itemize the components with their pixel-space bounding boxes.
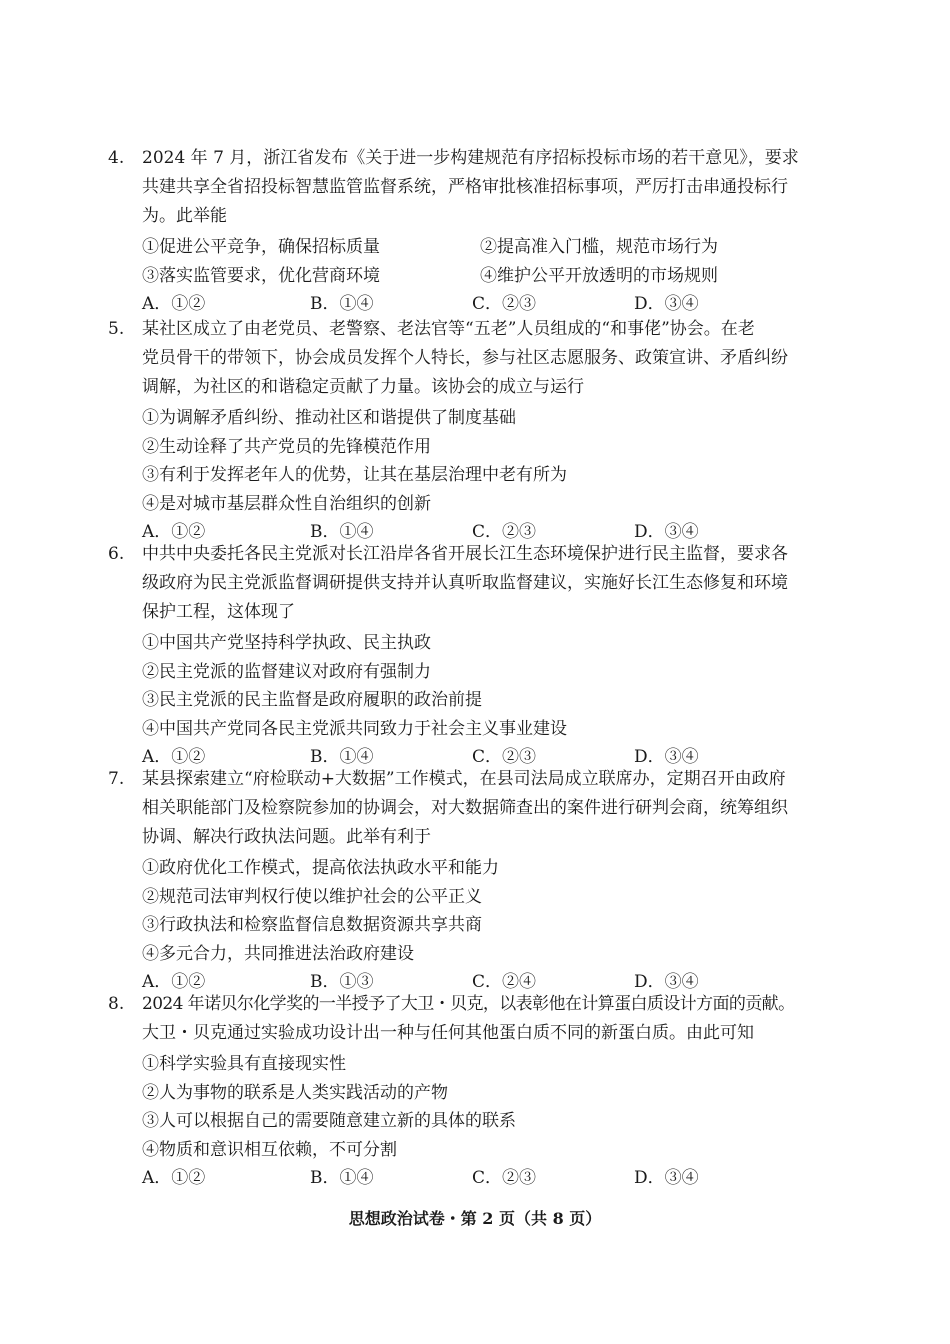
question-stem <box>108 315 828 402</box>
choice-b[interactable]: B．①④ <box>310 294 374 314</box>
choice-c[interactable]: C．②③ <box>472 522 537 542</box>
statement-option: ①科学实验具有直接现实性 <box>142 1054 346 1074</box>
stem-line: 保护工程，这体现了 <box>142 602 295 622</box>
statement-option: ④多元合力，共同推进法治政府建设 <box>142 943 414 964</box>
choice-c[interactable]: C．②③ <box>472 1168 537 1188</box>
question-6 <box>108 540 828 771</box>
statement-option: ②提高准入门槛，规范市场行为 <box>480 237 718 257</box>
statement-option: ④是对城市基层群众性自治组织的创新 <box>142 493 431 514</box>
question-number: 7. <box>108 769 125 789</box>
stem-line: 2024 年 7 月，浙江省发布《关于进一步构建规范有序招标投标市场的若干意见》，要求 <box>142 148 799 168</box>
choice-d[interactable]: D．③④ <box>634 747 699 767</box>
statement-option: ①促进公平竞争，确保招标质量 <box>142 237 380 257</box>
question-4 <box>108 144 828 318</box>
question-number: 4. <box>108 148 125 168</box>
choice-b[interactable]: B．①④ <box>310 522 374 542</box>
statement-options <box>108 854 828 968</box>
statement-options <box>108 629 828 743</box>
stem-line: 党员骨干的带领下，协会成员发挥个人特长，参与社区志愿服务、政策宣讲、矛盾纠纷 <box>142 348 788 368</box>
choice-a[interactable]: A．①② <box>142 972 206 992</box>
choice-b[interactable]: B．①④ <box>310 747 374 767</box>
choice-c[interactable]: C．②④ <box>472 972 537 992</box>
statement-option: ④物质和意识相互依赖，不可分割 <box>142 1139 397 1160</box>
answer-choices <box>108 1164 828 1192</box>
statement-option: ③人可以根据自己的需要随意建立新的具体的联系 <box>142 1111 516 1131</box>
choice-a[interactable]: A．①② <box>142 522 206 542</box>
stem-line: 调解，为社区的和谐稳定贡献了力量。该协会的成立与运行 <box>142 377 584 397</box>
question-stem <box>108 765 828 852</box>
statement-option: ②规范司法审判权行使以维护社会的公平正义 <box>142 886 482 907</box>
choice-a[interactable]: A．①② <box>142 294 206 314</box>
question-7 <box>108 765 828 996</box>
stem-line: 级政府为民主党派监督调研提供支持并认真听取监督建议，实施好长江生态修复和环境 <box>142 573 788 593</box>
stem-line: 2024 年诺贝尔化学奖的一半授予了大卫・贝克，以表彰他在计算蛋白质设计方面的贡献。 <box>142 994 795 1014</box>
choice-d[interactable]: D．③④ <box>634 294 699 314</box>
question-stem <box>108 990 828 1048</box>
choice-d[interactable]: D．③④ <box>634 1168 699 1188</box>
statement-option: ③行政执法和检察监督信息数据资源共享共商 <box>142 915 482 935</box>
statement-option: ①中国共产党坚持科学执政、民主执政 <box>142 633 431 653</box>
choice-b[interactable]: B．①④ <box>310 1168 374 1188</box>
choice-a[interactable]: A．①② <box>142 1168 206 1188</box>
statement-option: ①为调解矛盾纠纷、推动社区和谐提供了制度基础 <box>142 408 516 428</box>
stem-line: 中共中央委托各民主党派对长江沿岸各省开展长江生态环境保护进行民主监督，要求各 <box>142 544 788 564</box>
choice-b[interactable]: B．①③ <box>310 972 374 992</box>
statement-option: ②民主党派的监督建议对政府有强制力 <box>142 661 431 682</box>
question-number: 6. <box>108 544 125 564</box>
statement-option: ②生动诠释了共产党员的先锋模范作用 <box>142 436 431 457</box>
stem-line: 共建共享全省招投标智慧监管监督系统，严格审批核准招标事项，严厉打击串通投标行 <box>142 177 788 197</box>
stem-line: 为。此举能 <box>142 206 227 226</box>
stem-line: 某社区成立了由老党员、老警察、老法官等“五老”人员组成的“和事佬”协会。在老 <box>142 319 755 339</box>
question-stem <box>108 144 828 231</box>
page-footer: 思想政治试卷・第 2 页（共 8 页） <box>348 1209 602 1228</box>
statement-option: ④中国共产党同各民主党派共同致力于社会主义事业建设 <box>142 718 567 739</box>
choice-c[interactable]: C．②③ <box>472 747 537 767</box>
choice-d[interactable]: D．③④ <box>634 522 699 542</box>
stem-line: 某县探索建立“府检联动+大数据”工作模式，在县司法局成立联席办，定期召开由政府 <box>142 769 786 789</box>
statement-options <box>108 1050 828 1164</box>
statement-option: ③有利于发挥老年人的优势，让其在基层治理中老有所为 <box>142 465 567 485</box>
statement-option: ①政府优化工作模式，提高依法执政水平和能力 <box>142 858 499 878</box>
stem-line: 大卫・贝克通过实验成功设计出一种与任何其他蛋白质不同的新蛋白质。由此可知 <box>142 1023 754 1043</box>
question-stem <box>108 540 828 627</box>
statement-option: ②人为事物的联系是人类实践活动的产物 <box>142 1082 448 1103</box>
choice-c[interactable]: C．②③ <box>472 294 537 314</box>
stem-line: 协调、解决行政执法问题。此举有利于 <box>142 827 431 847</box>
choice-a[interactable]: A．①② <box>142 747 206 767</box>
question-number: 5. <box>108 319 125 339</box>
question-number: 8. <box>108 994 125 1014</box>
statement-option: ③落实监管要求，优化营商环境 <box>142 265 380 286</box>
question-8 <box>108 990 828 1192</box>
statement-option: ④维护公平开放透明的市场规则 <box>480 265 718 286</box>
stem-line: 相关职能部门及检察院参加的协调会，对大数据筛查出的案件进行研判会商，统筹组织 <box>142 798 788 818</box>
question-5 <box>108 315 828 546</box>
statement-options <box>108 233 828 290</box>
statement-options <box>108 404 828 518</box>
statement-option: ③民主党派的民主监督是政府履职的政治前提 <box>142 690 482 710</box>
answer-choices <box>108 290 828 318</box>
choice-d[interactable]: D．③④ <box>634 972 699 992</box>
